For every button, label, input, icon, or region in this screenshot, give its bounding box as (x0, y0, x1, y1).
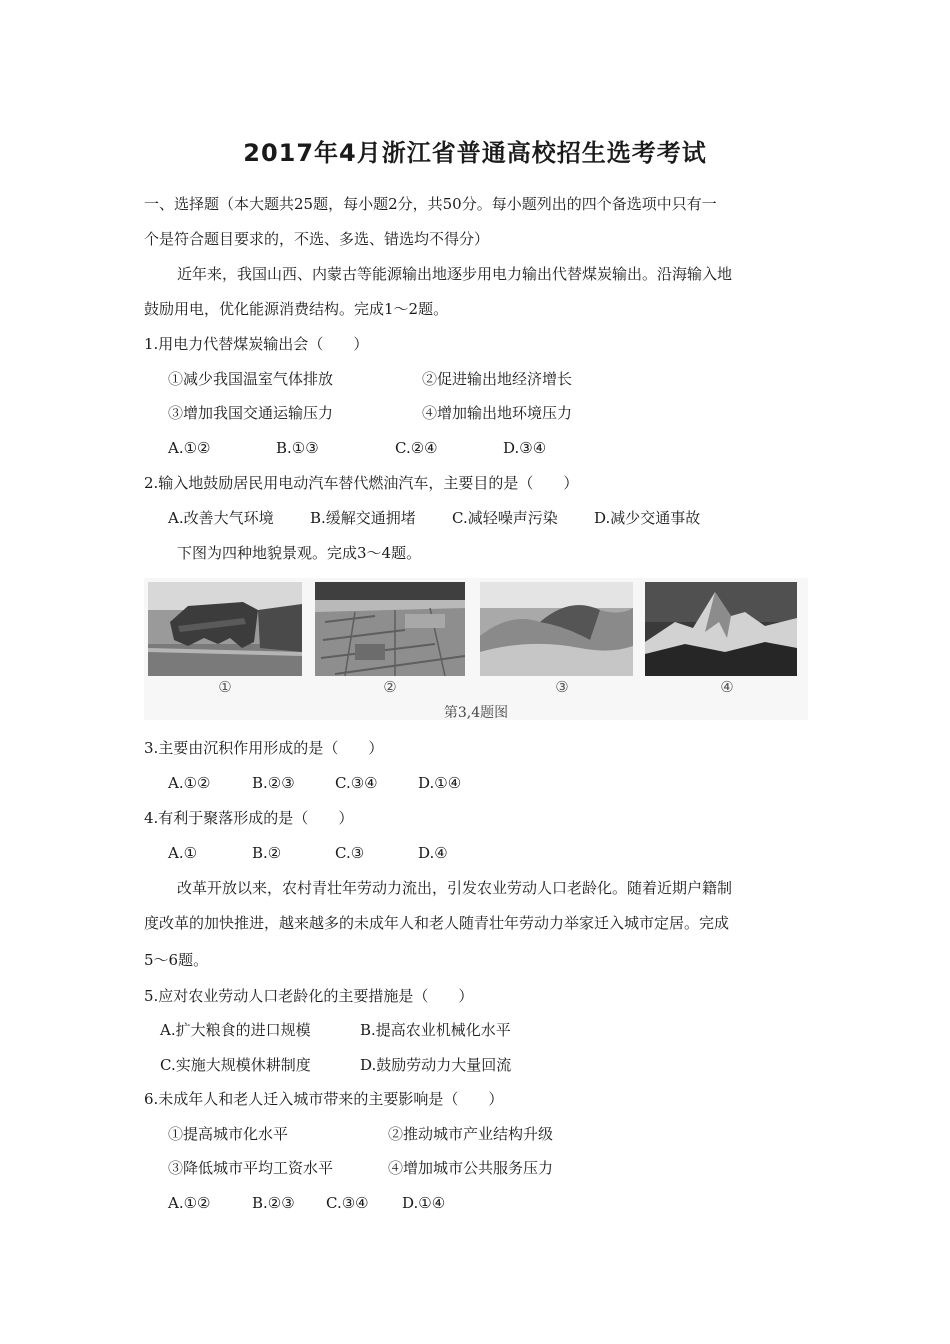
question-3-choice-b[interactable]: B.②③ (252, 774, 295, 792)
landform-photo-4-snow-mountain (645, 582, 797, 676)
question-5-choice-a[interactable]: A.扩大粮食的进口规模 (160, 1021, 311, 1039)
section-heading-line-1: 一、选择题（本大题共25题，每小题2分，共50分。每小题列出的四个备选项中只有一 (144, 195, 717, 213)
question-4-stem: 4.有利于聚落形成的是（ ） (144, 809, 354, 827)
figure-label-1: ① (218, 678, 232, 696)
question-3-choice-d[interactable]: D.①④ (418, 774, 462, 792)
question-4-choice-a[interactable]: A.① (168, 844, 198, 862)
landform-photo-3-sand-dunes (480, 582, 633, 676)
question-5-choice-b[interactable]: B.提高农业机械化水平 (360, 1021, 511, 1039)
question-4-choice-c[interactable]: C.③ (335, 844, 365, 862)
question-3-stem: 3.主要由沉积作用形成的是（ ） (144, 739, 384, 757)
landform-figure (144, 578, 808, 720)
question-6-choice-c[interactable]: C.③④ (326, 1194, 369, 1212)
landform-photo-1-sea-cliff (148, 582, 302, 676)
question-6-item-2: ②推动城市产业结构升级 (388, 1125, 554, 1143)
question-1-choice-d[interactable]: D.③④ (503, 439, 547, 457)
question-1-choice-c[interactable]: C.②④ (395, 439, 438, 457)
question-6-stem: 6.未成年人和老人迁入城市带来的主要影响是（ ） (144, 1090, 504, 1108)
question-5-stem: 5.应对农业劳动人口老龄化的主要措施是（ ） (144, 987, 474, 1005)
question-1-choice-a[interactable]: A.①② (168, 439, 211, 457)
question-1-choice-b[interactable]: B.①③ (276, 439, 319, 457)
question-1-item-4: ④增加输出地环境压力 (422, 404, 573, 422)
question-2-stem: 2.输入地鼓励居民用电动汽车替代燃油汽车，主要目的是（ ） (144, 474, 579, 492)
page-title: 2017年4月浙江省普通高校招生选考考试 (243, 139, 707, 167)
question-6-item-1: ①提高城市化水平 (168, 1125, 289, 1143)
passage-3-line-3: 5～6题。 (144, 951, 209, 969)
figure-label-2: ② (383, 678, 397, 696)
question-2-choice-b[interactable]: B.缓解交通拥堵 (310, 509, 416, 527)
figure-label-4: ④ (720, 678, 734, 696)
question-4-choice-d[interactable]: D.④ (418, 844, 448, 862)
question-1-item-3: ③增加我国交通运输压力 (168, 404, 334, 422)
question-3-choice-a[interactable]: A.①② (168, 774, 211, 792)
passage-3-line-1: 改革开放以来，农村青壮年劳动力流出，引发农业劳动人口老龄化。随着近期户籍制 (177, 879, 733, 897)
question-6-choice-a[interactable]: A.①② (168, 1194, 211, 1212)
question-2-choice-a[interactable]: A.改善大气环境 (168, 509, 274, 527)
question-2-choice-d[interactable]: D.减少交通事故 (594, 509, 701, 527)
figure-caption: 第3,4题图 (443, 705, 509, 721)
question-1-stem: 1.用电力代替煤炭输出会（ ） (144, 335, 369, 353)
question-1-item-1: ①减少我国温室气体排放 (168, 370, 334, 388)
question-6-item-3: ③降低城市平均工资水平 (168, 1159, 334, 1177)
question-6-choice-b[interactable]: B.②③ (252, 1194, 295, 1212)
figure-intro: 下图为四种地貌景观。完成3～4题。 (177, 544, 422, 562)
passage-1-line-1: 近年来，我国山西、内蒙古等能源输出地逐步用电力输出代替煤炭输出。沿海输入地 (177, 265, 733, 283)
question-1-item-2: ②促进输出地经济增长 (422, 370, 573, 388)
question-2-choice-c[interactable]: C.减轻噪声污染 (452, 509, 558, 527)
passage-3-line-2: 度改革的加快推进，越来越多的未成年人和老人随青壮年劳动力举家迁入城市定居。完成 (144, 914, 730, 932)
passage-1-line-2: 鼓励用电，优化能源消费结构。完成1～2题。 (144, 300, 449, 318)
question-3-choice-c[interactable]: C.③④ (335, 774, 378, 792)
question-5-choice-c[interactable]: C.实施大规模休耕制度 (160, 1056, 311, 1074)
question-6-item-4: ④增加城市公共服务压力 (388, 1159, 554, 1177)
question-4-choice-b[interactable]: B.② (252, 844, 282, 862)
section-heading-line-2: 个是符合题目要求的，不选、多选、错选均不得分） (144, 230, 490, 248)
question-6-choice-d[interactable]: D.①④ (402, 1194, 446, 1212)
landform-photo-2-alluvial-plain (315, 582, 465, 676)
figure-label-3: ③ (555, 678, 569, 696)
question-5-choice-d[interactable]: D.鼓励劳动力大量回流 (360, 1056, 512, 1074)
